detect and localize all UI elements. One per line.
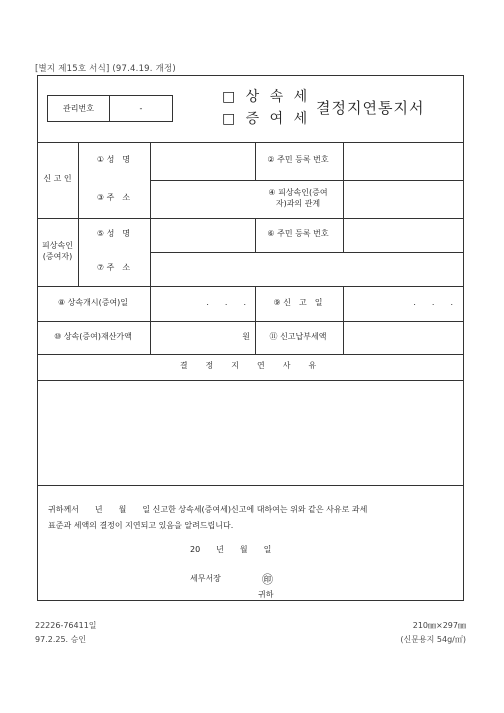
reporter-section-label: 신 고 인: [43, 174, 72, 184]
delay-reason-heading: 결 정 지 연 사 유: [179, 361, 322, 371]
decedent-section-label: [37, 217, 78, 285]
reporter-relation-label: [254, 179, 342, 217]
reporter-id-field[interactable]: [343, 141, 463, 179]
reporter-address-field[interactable]: [150, 179, 254, 217]
notice-text: [48, 502, 458, 534]
decedent-section-label-line1: 피상속인: [42, 240, 73, 250]
decedent-address-label: ⑦ 주 소: [96, 263, 131, 273]
decedent-id-field[interactable]: [343, 217, 463, 251]
delay-reason-field[interactable]: [38, 380, 463, 484]
reported-tax-field[interactable]: [343, 320, 463, 353]
decedent-name-label: ⑤ 성 명: [96, 229, 131, 239]
reporter-name-field[interactable]: [150, 141, 254, 179]
inheritance-start-date-field[interactable]: . . .: [206, 297, 246, 307]
reporter-relation-label-line2: 자)과의 관계: [275, 199, 321, 208]
decedent-id-label: ⑥ 주민 등록 번호: [267, 229, 329, 239]
tax-type-inheritance-option[interactable]: □ 상 속 세: [222, 89, 311, 105]
tax-type-gift-option[interactable]: □ 증 여 세: [222, 111, 311, 127]
approval-date: 97.2.25. 승인: [35, 635, 87, 644]
recipient-label: 귀하: [258, 590, 274, 599]
paper-type: (신문용지 54g/㎡): [400, 635, 466, 644]
decedent-name-field[interactable]: [150, 217, 254, 251]
report-date-label: ⑨ 신 고 일: [273, 297, 323, 307]
reporter-address-label: ③ 주 소: [96, 193, 131, 203]
form-title: 결정지연통지서: [316, 99, 425, 117]
decedent-section-label-line2: (증여자): [42, 252, 73, 261]
reported-tax-label: ⑪ 신고납부세액: [269, 331, 327, 341]
reporter-relation-field[interactable]: [343, 179, 463, 217]
management-number-label: 관리번호: [63, 103, 94, 113]
paper-size: 210㎜×297㎜: [412, 621, 466, 630]
property-value-field[interactable]: [150, 320, 254, 353]
management-number-value[interactable]: -: [139, 103, 143, 113]
form-code: 22226-76411일: [35, 621, 97, 630]
reporter-name-label: ① 성 명: [96, 155, 131, 165]
row-divider: [38, 485, 463, 486]
report-date-field[interactable]: . . .: [413, 297, 453, 307]
tax-office-head: 세무서장: [190, 574, 221, 583]
currency-unit: 원: [242, 331, 250, 341]
property-value-label: ⑩ 상속(증여)재산가액: [54, 331, 132, 341]
inheritance-start-date-label: ⑧ 상속개시(증여)일: [57, 297, 129, 307]
notice-text-line1: 귀하께서 년 월 일 신고한 상속세(증여세)신고에 대하여는 위와 같은 사유로 과세: [48, 505, 368, 514]
form-number-label: [별지 제15호 서식] (97.4.19. 개정): [35, 64, 176, 74]
decedent-address-field[interactable]: [150, 251, 463, 285]
reporter-id-label: ② 주민 등록 번호: [267, 155, 329, 165]
seal-mark: ㊞: [262, 573, 273, 586]
reporter-relation-label-line1: ④ 피상속인(증여: [268, 187, 328, 197]
management-number-box: [47, 95, 173, 122]
notice-date: 20 년 월 일: [190, 545, 272, 554]
notice-text-line2: 표준과 세액의 결정이 지연되고 있음을 알려드립니다.: [48, 521, 234, 530]
